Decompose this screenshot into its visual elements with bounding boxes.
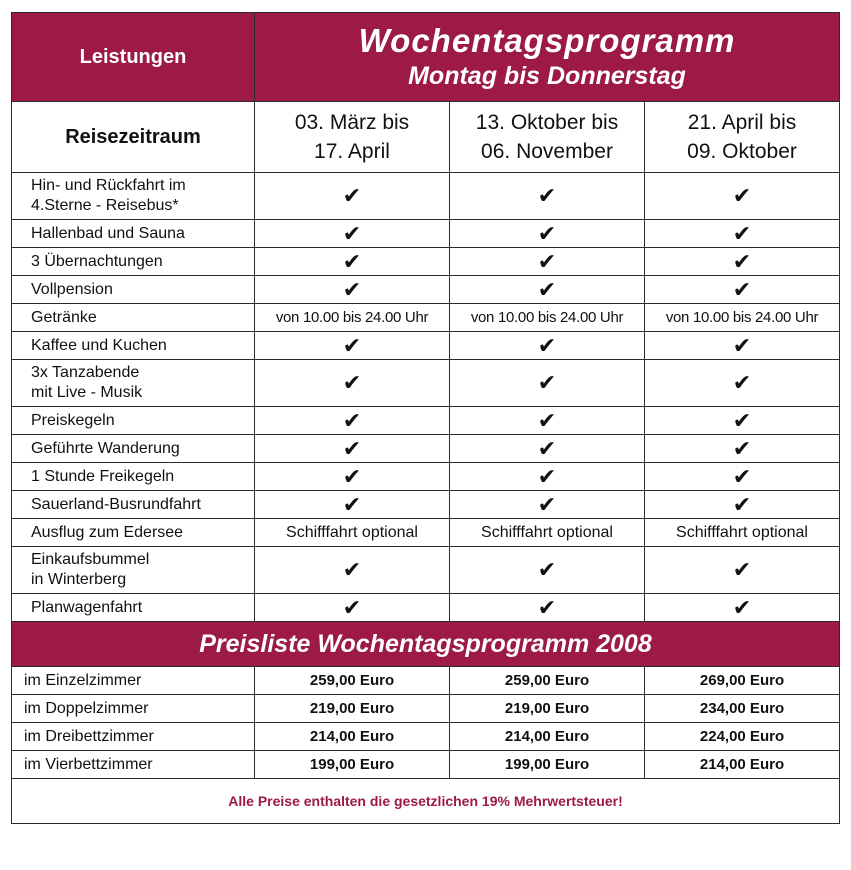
- price-value: 259,00 Euro: [450, 667, 645, 695]
- service-label: Hallenbad und Sauna: [12, 220, 255, 248]
- price-value: 219,00 Euro: [255, 695, 450, 723]
- service-row: [12, 173, 840, 220]
- checkmark-icon: ✔: [450, 248, 645, 276]
- room-type: im Dreibettzimmer: [12, 723, 255, 751]
- service-label: 1 Stunde Freikegeln: [12, 463, 255, 491]
- services-body: [12, 173, 840, 622]
- checkmark-icon: ✔: [255, 360, 450, 407]
- price-value: 214,00 Euro: [645, 751, 840, 779]
- service-row: [12, 360, 840, 407]
- service-row: [12, 332, 840, 360]
- service-label: 3 Übernachtungen: [12, 248, 255, 276]
- checkmark-icon: ✔: [645, 220, 840, 248]
- price-value: 259,00 Euro: [255, 667, 450, 695]
- room-type: im Vierbettzimmer: [12, 751, 255, 779]
- service-label: Preiskegeln: [12, 407, 255, 435]
- period-3: 21. April bis 09. Oktober: [645, 102, 840, 173]
- service-row: [12, 220, 840, 248]
- checkmark-icon: ✔: [645, 463, 840, 491]
- checkmark-icon: ✔: [255, 276, 450, 304]
- service-row: [12, 519, 840, 547]
- price-value: 214,00 Euro: [255, 723, 450, 751]
- checkmark-icon: ✔: [450, 463, 645, 491]
- price-row: [12, 695, 840, 723]
- checkmark-icon: ✔: [645, 248, 840, 276]
- service-label: Planwagenfahrt: [12, 594, 255, 622]
- checkmark-icon: ✔: [255, 173, 450, 220]
- service-value: von 10.00 bis 24.00 Uhr: [450, 304, 645, 332]
- vat-note: Alle Preise enthalten die gesetzlichen 19% Mehrwertsteuer!: [12, 779, 840, 824]
- service-label: Ausflug zum Edersee: [12, 519, 255, 547]
- price-value: 269,00 Euro: [645, 667, 840, 695]
- checkmark-icon: ✔: [255, 332, 450, 360]
- checkmark-icon: ✔: [645, 407, 840, 435]
- program-title-cell: [255, 13, 840, 102]
- service-label: Hin- und Rückfahrt im 4.Sterne - Reisebus*: [12, 173, 255, 220]
- program-table: [11, 12, 840, 824]
- service-row: [12, 547, 840, 594]
- price-row: [12, 751, 840, 779]
- checkmark-icon: ✔: [255, 407, 450, 435]
- checkmark-icon: ✔: [255, 220, 450, 248]
- checkmark-icon: ✔: [645, 435, 840, 463]
- service-value: Schifffahrt optional: [645, 519, 840, 547]
- price-value: 219,00 Euro: [450, 695, 645, 723]
- service-value: Schifffahrt optional: [255, 519, 450, 547]
- checkmark-icon: ✔: [645, 547, 840, 594]
- service-label: 3x Tanzabende mit Live - Musik: [12, 360, 255, 407]
- service-row: [12, 594, 840, 622]
- checkmark-icon: ✔: [450, 276, 645, 304]
- service-row: [12, 248, 840, 276]
- note-row: [12, 779, 840, 824]
- program-subtitle: Montag bis Donnerstag: [408, 62, 686, 90]
- service-label: Kaffee und Kuchen: [12, 332, 255, 360]
- service-label: Einkaufsbummel in Winterberg: [12, 547, 255, 594]
- checkmark-icon: ✔: [450, 332, 645, 360]
- period-row: [12, 102, 840, 173]
- checkmark-icon: ✔: [645, 173, 840, 220]
- checkmark-icon: ✔: [255, 547, 450, 594]
- checkmark-icon: ✔: [645, 491, 840, 519]
- service-value: Schifffahrt optional: [450, 519, 645, 547]
- service-label: Vollpension: [12, 276, 255, 304]
- price-row: [12, 723, 840, 751]
- room-type: im Einzelzimmer: [12, 667, 255, 695]
- checkmark-icon: ✔: [255, 248, 450, 276]
- checkmark-icon: ✔: [645, 360, 840, 407]
- service-value: von 10.00 bis 24.00 Uhr: [255, 304, 450, 332]
- checkmark-icon: ✔: [255, 463, 450, 491]
- service-label: Getränke: [12, 304, 255, 332]
- checkmark-icon: ✔: [450, 173, 645, 220]
- program-title: Wochentagsprogramm: [358, 22, 736, 59]
- price-value: 224,00 Euro: [645, 723, 840, 751]
- checkmark-icon: ✔: [450, 407, 645, 435]
- period-label: Reisezeitraum: [12, 102, 255, 173]
- checkmark-icon: ✔: [450, 491, 645, 519]
- period-2: 13. Oktober bis 06. November: [450, 102, 645, 173]
- price-value: 199,00 Euro: [255, 751, 450, 779]
- checkmark-icon: ✔: [255, 594, 450, 622]
- service-row: [12, 407, 840, 435]
- checkmark-icon: ✔: [450, 594, 645, 622]
- service-row: [12, 276, 840, 304]
- checkmark-icon: ✔: [645, 594, 840, 622]
- checkmark-icon: ✔: [645, 276, 840, 304]
- service-row: [12, 463, 840, 491]
- period-1: 03. März bis 17. April: [255, 102, 450, 173]
- price-list-title: Preisliste Wochentagsprogramm 2008: [12, 622, 840, 667]
- service-label: Geführte Wanderung: [12, 435, 255, 463]
- checkmark-icon: ✔: [450, 435, 645, 463]
- checkmark-icon: ✔: [450, 220, 645, 248]
- price-value: 234,00 Euro: [645, 695, 840, 723]
- service-row: [12, 435, 840, 463]
- price-header-row: [12, 622, 840, 667]
- checkmark-icon: ✔: [645, 332, 840, 360]
- price-value: 199,00 Euro: [450, 751, 645, 779]
- service-row: [12, 491, 840, 519]
- service-value: von 10.00 bis 24.00 Uhr: [645, 304, 840, 332]
- service-row: [12, 304, 840, 332]
- room-type: im Doppelzimmer: [12, 695, 255, 723]
- checkmark-icon: ✔: [450, 547, 645, 594]
- checkmark-icon: ✔: [255, 491, 450, 519]
- header-row: [12, 13, 840, 102]
- checkmark-icon: ✔: [255, 435, 450, 463]
- prices-body: [12, 667, 840, 779]
- price-value: 214,00 Euro: [450, 723, 645, 751]
- service-label: Sauerland-Busrundfahrt: [12, 491, 255, 519]
- price-row: [12, 667, 840, 695]
- services-header: Leistungen: [12, 13, 255, 102]
- checkmark-icon: ✔: [450, 360, 645, 407]
